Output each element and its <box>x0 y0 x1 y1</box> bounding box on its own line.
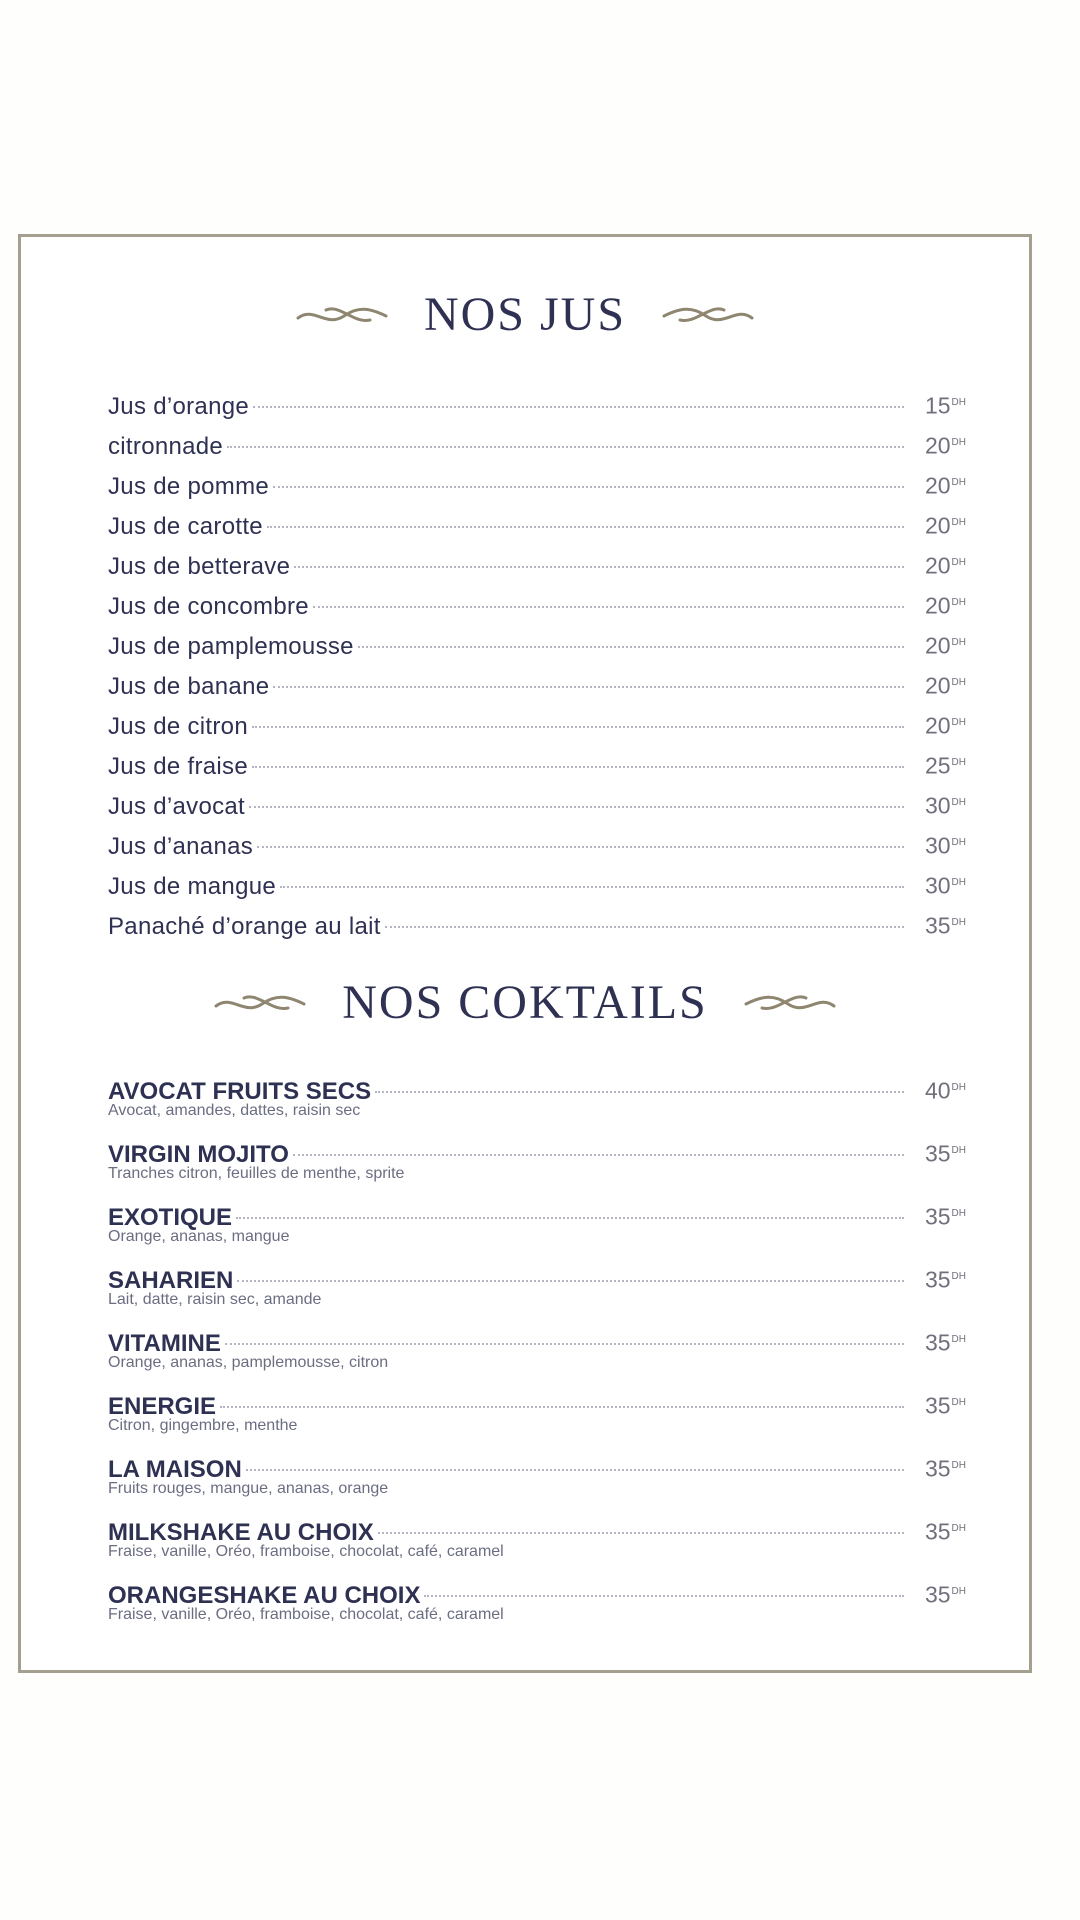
currency-unit: DH <box>951 1271 966 1282</box>
dot-leader <box>257 846 904 848</box>
item-price <box>910 823 966 866</box>
menu-card <box>18 234 1032 1673</box>
currency-unit: DH <box>951 437 966 448</box>
price-value: 35 <box>924 1581 951 1608</box>
price-value: 35 <box>924 1518 951 1545</box>
item-description: Lait, datte, raisin sec, amande <box>108 1291 322 1308</box>
dot-leader <box>252 766 904 768</box>
item-price <box>910 583 966 626</box>
price-value: 30 <box>924 792 951 819</box>
dot-leader <box>378 1532 904 1534</box>
flourish-right-icon <box>662 298 754 332</box>
item-price <box>910 623 966 666</box>
item-name: Jus de pamplemousse <box>108 632 354 660</box>
cocktail-item <box>108 1512 966 1575</box>
currency-unit: DH <box>951 837 966 848</box>
price-value: 20 <box>924 552 951 579</box>
cocktails-heading <box>21 975 1029 1030</box>
cocktail-item <box>108 1575 966 1638</box>
currency-unit: DH <box>951 677 966 688</box>
item-name: citronnade <box>108 432 224 460</box>
item-price <box>910 543 966 586</box>
currency-unit: DH <box>951 597 966 608</box>
dot-leader <box>313 606 904 608</box>
cocktail-item <box>108 1386 966 1449</box>
juice-item <box>108 503 966 543</box>
price-value: 20 <box>924 712 951 739</box>
juice-item <box>108 743 966 783</box>
dot-leader <box>273 686 904 688</box>
item-price <box>910 663 966 706</box>
item-price <box>910 743 966 786</box>
currency-unit: DH <box>951 1145 966 1156</box>
juices-heading <box>21 287 1029 342</box>
price-value: 35 <box>924 1392 951 1419</box>
item-description: Fruits rouges, mangue, ananas, orange <box>108 1480 389 1497</box>
flourish-left-icon <box>296 298 388 332</box>
item-price <box>910 503 966 546</box>
price-value: 25 <box>924 752 951 779</box>
item-name: ORANGESHAKE AU CHOIX <box>108 1581 421 1609</box>
cocktail-item <box>108 1197 966 1260</box>
item-name: ENERGIE <box>108 1392 217 1420</box>
cocktail-item <box>108 1449 966 1512</box>
item-name: Jus de banane <box>108 672 270 700</box>
item-price <box>910 1323 966 1360</box>
item-name: Jus de fraise <box>108 752 248 780</box>
item-description: Fraise, vanille, Oréo, framboise, chocolat, café, caramel <box>108 1606 504 1623</box>
item-description: Orange, ananas, mangue <box>108 1228 290 1245</box>
price-value: 35 <box>924 1140 951 1167</box>
dot-leader <box>293 1154 904 1156</box>
item-price <box>910 1260 966 1297</box>
cocktails-title: NOS COKTAILS <box>342 976 708 1029</box>
price-value: 20 <box>924 632 951 659</box>
dot-leader <box>273 486 904 488</box>
price-value: 35 <box>924 1455 951 1482</box>
juice-item <box>108 823 966 863</box>
price-value: 40 <box>924 1077 951 1104</box>
juice-list <box>108 383 966 943</box>
dot-leader <box>252 726 904 728</box>
price-value: 30 <box>924 872 951 899</box>
juice-item <box>108 383 966 423</box>
item-name: AVOCAT FRUITS SECS <box>108 1077 372 1105</box>
item-description: Fraise, vanille, Oréo, framboise, chocolat, café, caramel <box>108 1543 504 1560</box>
item-name: Jus de betterave <box>108 552 291 580</box>
item-description: Citron, gingembre, menthe <box>108 1417 298 1434</box>
item-price <box>910 423 966 466</box>
item-name: Jus de mangue <box>108 872 277 900</box>
item-name: Jus d’ananas <box>108 832 254 860</box>
cocktail-list <box>108 1071 966 1638</box>
flourish-left-icon <box>214 986 306 1020</box>
price-value: 35 <box>924 1266 951 1293</box>
cocktail-item <box>108 1260 966 1323</box>
item-price <box>910 1512 966 1549</box>
item-price <box>910 1386 966 1423</box>
currency-unit: DH <box>951 797 966 808</box>
currency-unit: DH <box>951 1397 966 1408</box>
item-name: Panaché d’orange au lait <box>108 912 381 940</box>
item-price <box>910 783 966 826</box>
item-description: Orange, ananas, pamplemousse, citron <box>108 1354 389 1371</box>
juice-item <box>108 863 966 903</box>
item-description: Avocat, amandes, dattes, raisin sec <box>108 1102 361 1119</box>
item-price <box>910 1575 966 1612</box>
currency-unit: DH <box>951 1586 966 1597</box>
dot-leader <box>220 1406 904 1408</box>
currency-unit: DH <box>951 877 966 888</box>
cocktail-item <box>108 1071 966 1134</box>
item-name: Jus d’orange <box>108 392 250 420</box>
item-description: Tranches citron, feuilles de menthe, sprite <box>108 1165 405 1182</box>
dot-leader <box>253 406 904 408</box>
price-value: 35 <box>924 1203 951 1230</box>
price-value: 15 <box>924 392 951 419</box>
dot-leader <box>294 566 904 568</box>
price-value: 20 <box>924 512 951 539</box>
juice-item <box>108 663 966 703</box>
dot-leader <box>280 886 904 888</box>
item-price <box>910 903 966 946</box>
cocktail-item <box>108 1134 966 1197</box>
item-name: MILKSHAKE AU CHOIX <box>108 1518 374 1546</box>
dot-leader <box>375 1091 904 1093</box>
currency-unit: DH <box>951 397 966 408</box>
currency-unit: DH <box>951 717 966 728</box>
juice-item <box>108 423 966 463</box>
currency-unit: DH <box>951 637 966 648</box>
item-name: Jus de citron <box>108 712 248 740</box>
item-price <box>910 463 966 506</box>
item-name: EXOTIQUE <box>108 1203 233 1231</box>
item-name: VIRGIN MOJITO <box>108 1140 289 1168</box>
dot-leader <box>236 1217 904 1219</box>
dot-leader <box>424 1595 904 1597</box>
price-value: 20 <box>924 432 951 459</box>
currency-unit: DH <box>951 557 966 568</box>
dot-leader <box>385 926 904 928</box>
dot-leader <box>358 646 904 648</box>
juice-item <box>108 463 966 503</box>
item-name: SAHARIEN <box>108 1266 234 1294</box>
dot-leader <box>267 526 904 528</box>
price-value: 20 <box>924 672 951 699</box>
currency-unit: DH <box>951 477 966 488</box>
item-name: Jus de pomme <box>108 472 270 500</box>
dot-leader <box>227 446 904 448</box>
juice-item <box>108 583 966 623</box>
item-price <box>910 1197 966 1234</box>
item-name: Jus de carotte <box>108 512 263 540</box>
dot-leader <box>225 1343 904 1345</box>
juice-item <box>108 623 966 663</box>
item-price <box>910 1449 966 1486</box>
price-value: 35 <box>924 1329 951 1356</box>
item-name: LA MAISON <box>108 1455 242 1483</box>
currency-unit: DH <box>951 1334 966 1345</box>
flourish-right-icon <box>744 986 836 1020</box>
juice-item <box>108 543 966 583</box>
dot-leader <box>237 1280 904 1282</box>
juice-item <box>108 783 966 823</box>
cocktail-item <box>108 1323 966 1386</box>
item-name: VITAMINE <box>108 1329 221 1357</box>
juice-item <box>108 903 966 943</box>
juice-item <box>108 703 966 743</box>
dot-leader <box>249 806 904 808</box>
item-name: Jus d’avocat <box>108 792 246 820</box>
item-price <box>910 703 966 746</box>
currency-unit: DH <box>951 1208 966 1219</box>
currency-unit: DH <box>951 1460 966 1471</box>
price-value: 20 <box>924 472 951 499</box>
currency-unit: DH <box>951 917 966 928</box>
currency-unit: DH <box>951 1523 966 1534</box>
dot-leader <box>246 1469 904 1471</box>
item-price <box>910 383 966 426</box>
currency-unit: DH <box>951 1082 966 1093</box>
item-price <box>910 863 966 906</box>
item-price <box>910 1071 966 1108</box>
currency-unit: DH <box>951 517 966 528</box>
item-price <box>910 1134 966 1171</box>
currency-unit: DH <box>951 757 966 768</box>
price-value: 20 <box>924 592 951 619</box>
price-value: 30 <box>924 832 951 859</box>
item-name: Jus de concombre <box>108 592 309 620</box>
price-value: 35 <box>924 912 951 939</box>
juices-title: NOS JUS <box>423 288 627 341</box>
